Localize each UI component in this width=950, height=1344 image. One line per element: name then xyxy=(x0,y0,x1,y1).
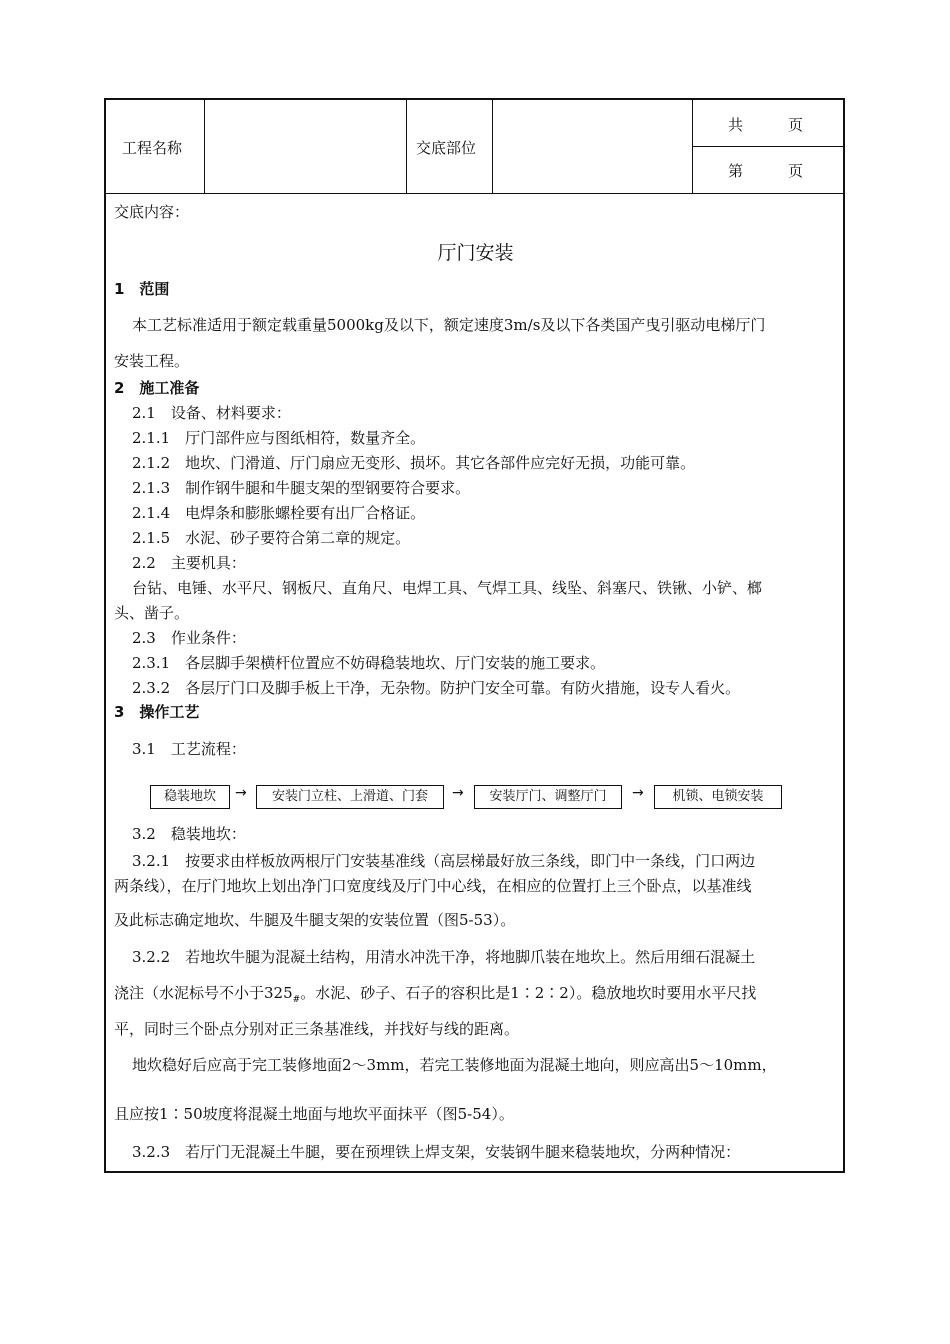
arrow-right-icon: → xyxy=(452,785,464,801)
paragraph-line: 2.3 作业条件： xyxy=(132,629,246,647)
arrow-right-icon: → xyxy=(235,785,247,801)
paragraph-line: 3.1 工艺流程： xyxy=(132,740,246,758)
paragraph-line: 2.3.2 各层厅门口及脚手板上干净，无杂物。防护门安全可靠。有防火措施，设专人看火。 xyxy=(132,679,741,697)
divider xyxy=(492,100,493,193)
paragraph-line: 2.1.5 水泥、砂子要符合第二章的规定。 xyxy=(132,529,411,547)
paragraph-line: 3.2.1 按要求由样板放两根厅门安装基准线（高层梯最好放三条线，即门中一条线，门口两边 xyxy=(132,852,756,870)
form-header xyxy=(106,100,845,194)
paragraph-line: 安装工程。 xyxy=(114,352,190,370)
paragraph-line: 及此标志确定地坎、牛腿及牛腿支架的安装位置（图5-53）。 xyxy=(114,911,516,929)
paragraph-line: 两条线），在厅门地坎上划出净门口宽度线及厅门中心线，在相应的位置打上三个卧点，以基准线 xyxy=(114,877,752,895)
paragraph-line: 2.1.2 地坎、门滑道、厅门扇应无变形、损坏。其它各部件应完好无损，功能可靠。 xyxy=(132,454,696,472)
paragraph-line: 2.1.4 电焊条和膨胀螺栓要有出厂合格证。 xyxy=(132,504,426,522)
paragraph-line: 且应按1∶50坡度将混凝土地面与地坎平面抹平（图5-54）。 xyxy=(114,1105,514,1123)
text-segment: 浇注（水泥标号不小于325 xyxy=(114,984,293,1002)
paragraph-line: 3.2.3 若厅门无混凝土牛腿，要在预埋铁上焊支架，安装钢牛腿来稳装地坎，分两种情况： xyxy=(132,1143,741,1161)
flow-step: 安装门立柱、上滑道、门套 xyxy=(256,785,444,809)
content-label: 交底内容： xyxy=(114,203,190,221)
paragraph-line: 本工艺标准适用于额定载重量5000kg及以下，额定速度3m/s及以下各类国产曳引驱动电梯厅门 xyxy=(132,316,766,334)
total-pages: 共 页 xyxy=(728,116,804,134)
grade-mark: # xyxy=(292,995,301,1005)
paragraph-line: 2.1 设备、材料要求： xyxy=(132,404,291,422)
paragraph-line: 2.3.1 各层脚手架横杆位置应不妨碍稳装地坎、厅门安装的施工要求。 xyxy=(132,654,606,672)
paragraph-line: 平，同时三个卧点分别对正三条基准线，并找好与线的距离。 xyxy=(114,1020,520,1038)
project-name-label: 工程名称 xyxy=(122,139,183,157)
divider xyxy=(406,100,407,193)
section-heading: 3 操作工艺 xyxy=(114,703,200,721)
paragraph-line: 头、凿子。 xyxy=(114,604,190,622)
section-heading: 2 施工准备 xyxy=(114,379,200,397)
paragraph-line: 3.2 稳装地坎： xyxy=(132,825,246,843)
paragraph-line: 3.2.2 若地坎牛腿为混凝土结构，用清水冲洗干净，将地脚爪装在地坎上。然后用细石混凝土 xyxy=(132,948,756,966)
paragraph-line: 台钻、电锤、水平尺、钢板尺、直角尺、电焊工具、气焊工具、线坠、斜塞尺、铁锹、小铲、榔 xyxy=(132,579,763,597)
paragraph-line: 2.1.1 厅门部件应与图纸相符，数量齐全。 xyxy=(132,429,426,447)
flow-step: 机锁、电锁安装 xyxy=(654,785,782,809)
flow-step: 稳装地坎 xyxy=(150,785,230,809)
divider xyxy=(692,146,845,147)
arrow-right-icon: → xyxy=(632,785,644,801)
paragraph-line xyxy=(114,983,756,1010)
flow-step: 安装厅门、调整厅门 xyxy=(474,785,622,809)
section-heading: 1 范围 xyxy=(114,280,170,298)
divider xyxy=(204,100,205,193)
page-number: 第 页 xyxy=(728,162,804,180)
paragraph-line: 2.2 主要机具： xyxy=(132,554,246,572)
paragraph-line: 地炊稳好后应高于完工装修地面2～3mm，若完工装修地面为混凝土地向，则应高出5～10mm， xyxy=(132,1056,777,1074)
document-title: 厅门安装 xyxy=(437,242,514,264)
location-label: 交底部位 xyxy=(416,139,477,157)
text-segment: 。水泥、砂子、石子的容积比是1∶2∶2）。稳放地坎时要用水平尺找 xyxy=(300,984,757,1002)
paragraph-line: 2.1.3 制作钢牛腿和牛腿支架的型钢要符合要求。 xyxy=(132,479,471,497)
disclosure-form xyxy=(104,98,845,1173)
